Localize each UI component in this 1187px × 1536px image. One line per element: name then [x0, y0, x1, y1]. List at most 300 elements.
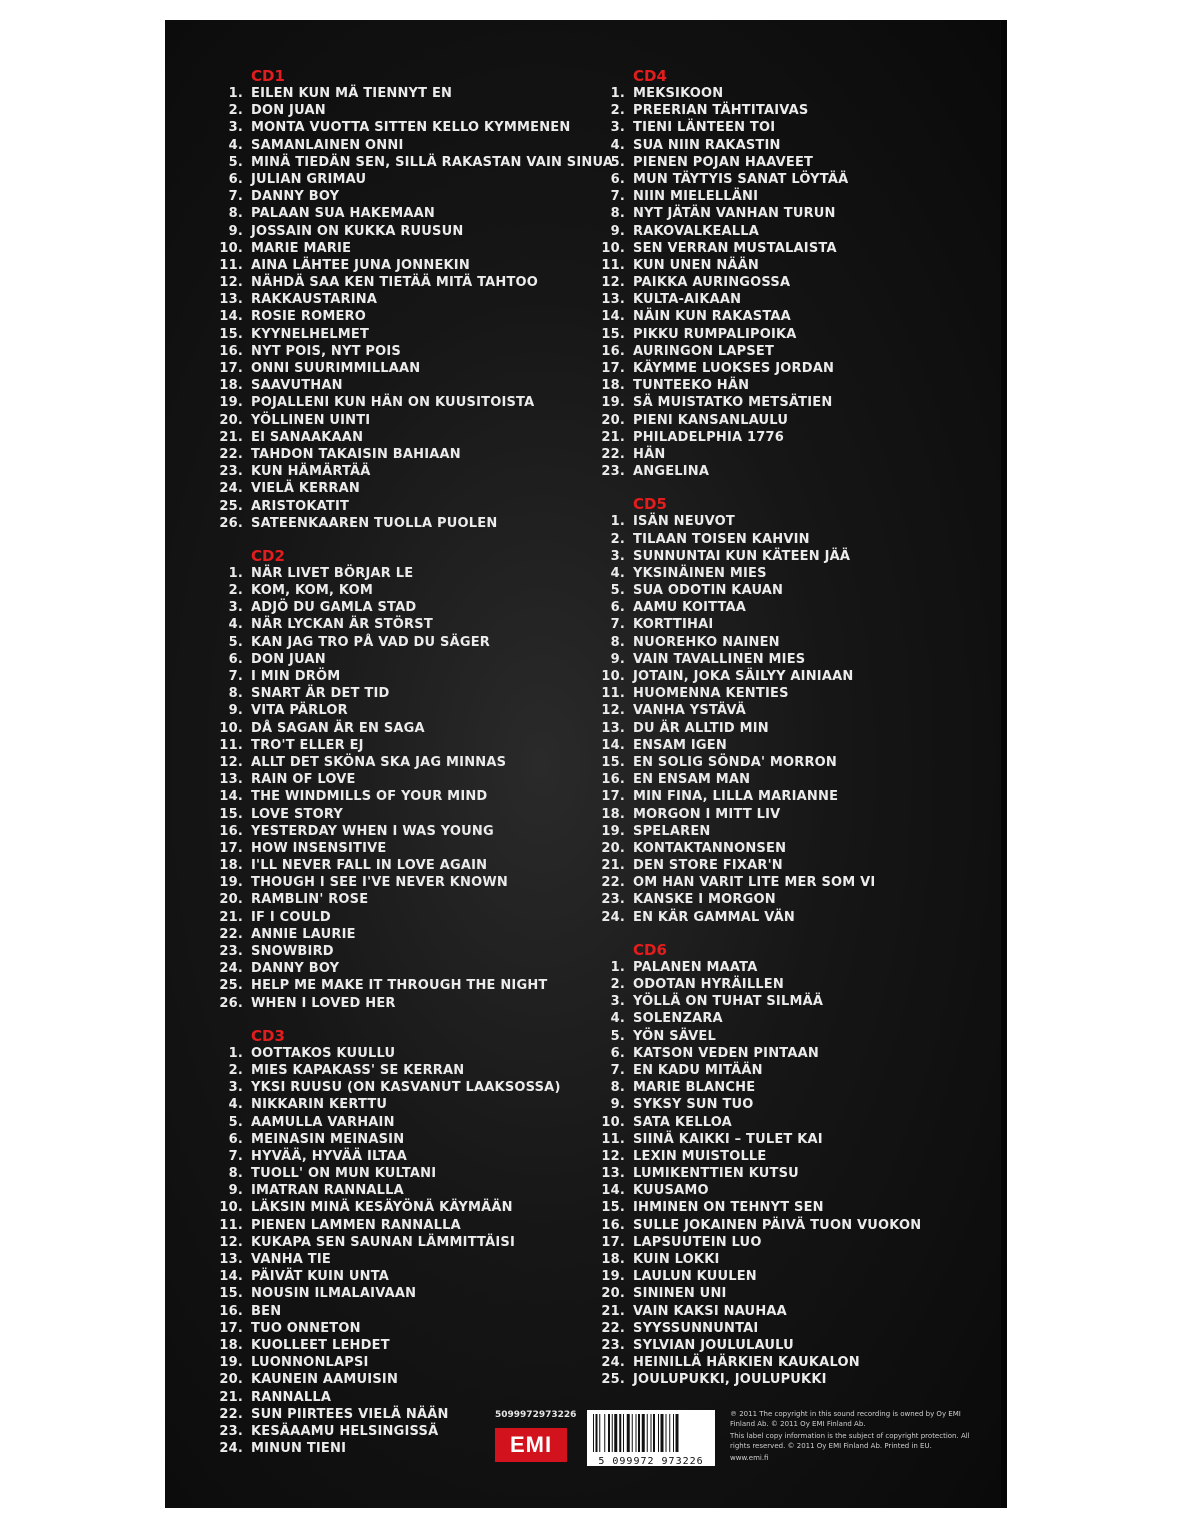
track-title: TAHDON TAKAISIN BAHIAAN	[251, 446, 461, 462]
track-number: 12.	[601, 703, 625, 719]
track-item	[597, 1079, 997, 1096]
track-title: NIKKARIN KERTTU	[251, 1097, 388, 1113]
track-title: EN KÄR GAMMAL VÄN	[633, 909, 795, 925]
track-title: HYVÄÄ, HYVÄÄ ILTAA	[251, 1148, 407, 1164]
track-title: ALLT DET SKÖNA SKA JAG MINNAS	[251, 754, 507, 770]
track-title: YESTERDAY WHEN I WAS YOUNG	[251, 823, 494, 839]
track-title: VITA PÄRLOR	[251, 703, 348, 719]
track-item	[215, 102, 595, 119]
track-number: 5.	[610, 583, 625, 599]
track-item	[215, 702, 595, 719]
track-item	[597, 823, 997, 840]
track-item	[597, 223, 997, 240]
track-title: LAULUN KUULEN	[633, 1269, 757, 1285]
track-item	[597, 205, 997, 222]
track-number: 16.	[601, 772, 625, 788]
track-number: 5.	[610, 1028, 625, 1044]
track-title: DÅ SAGAN ÄR EN SAGA	[251, 720, 425, 736]
track-item	[215, 1079, 595, 1096]
legal-text	[730, 1410, 970, 1467]
track-number: 23.	[601, 892, 625, 908]
track-number: 23.	[601, 464, 625, 480]
track-number: 16.	[219, 1303, 243, 1319]
track-item	[215, 668, 595, 685]
disc-title: CD6	[633, 940, 667, 959]
track-number: 5.	[228, 634, 243, 650]
track-title: LÄKSIN MINÄ KESÄYÖNÄ KÄYMÄÄN	[251, 1200, 513, 1216]
track-item	[215, 651, 595, 668]
track-title: KULTA-AIKAAN	[633, 292, 742, 308]
track-title: SULLE JOKAINEN PÄIVÄ TUON VUOKON	[633, 1217, 922, 1233]
track-number: 18.	[219, 378, 243, 394]
disc-title: CD3	[251, 1026, 285, 1045]
track-item	[215, 634, 595, 651]
track-title: DANNY BOY	[251, 961, 340, 977]
track-item	[215, 412, 595, 429]
track-number: 8.	[228, 206, 243, 222]
track-number: 21.	[219, 909, 243, 925]
track-title: AAMULLA VARHAIN	[251, 1114, 395, 1130]
track-number: 14.	[601, 309, 625, 325]
track-item	[597, 1234, 997, 1251]
catalog-number: 5099972973226	[495, 1410, 577, 1420]
track-title: OM HAN VARIT LITE MER SOM VI	[633, 875, 876, 891]
track-title: ISÄN NEUVOT	[633, 514, 735, 530]
track-number: 15.	[219, 1286, 243, 1302]
track-number: 7.	[228, 189, 243, 205]
track-title: TUNTEEKO HÄN	[633, 378, 750, 394]
track-title: DEN STORE FIXAR'N	[633, 858, 783, 874]
track-number: 10.	[601, 240, 625, 256]
track-title: DU ÄR ALLTID MIN	[633, 720, 769, 736]
track-item	[215, 754, 595, 771]
track-title: RANNALLA	[251, 1389, 332, 1405]
track-number: 1.	[610, 86, 625, 101]
track-item	[597, 1285, 997, 1302]
track-item	[597, 909, 997, 926]
track-title: RAKOVALKEALLA	[633, 223, 760, 239]
track-item	[215, 360, 595, 377]
track-number: 12.	[219, 1234, 243, 1250]
track-title: TUOLL' ON MUN KULTANI	[251, 1166, 437, 1182]
track-title: NUOREHKO NAINEN	[633, 634, 780, 650]
track-item	[215, 308, 595, 325]
track-item	[597, 771, 997, 788]
track-item	[597, 959, 997, 976]
track-title: YÖLLÄ ON TUHAT SILMÄÄ	[633, 994, 824, 1010]
track-item	[597, 754, 997, 771]
track-number: 15.	[601, 754, 625, 770]
track-number: 13.	[219, 772, 243, 788]
barcode-bars	[593, 1414, 709, 1452]
track-item	[597, 119, 997, 136]
track-item	[215, 240, 595, 257]
track-title: SUNNUNTAI KUN KÄTEEN JÄÄ	[633, 548, 851, 564]
track-item	[215, 806, 595, 823]
track-item	[215, 720, 595, 737]
track-item	[597, 548, 997, 565]
track-number: 3.	[228, 120, 243, 136]
track-item	[215, 1320, 595, 1337]
track-item	[597, 1354, 997, 1371]
track-number: 21.	[601, 858, 625, 874]
track-number: 10.	[601, 669, 625, 684]
track-number: 9.	[228, 1183, 243, 1199]
track-item	[597, 274, 997, 291]
track-item	[597, 1165, 997, 1182]
track-title: SPELAREN	[633, 823, 711, 839]
track-list	[215, 565, 595, 1012]
track-number: 14.	[219, 309, 243, 325]
track-item	[597, 188, 997, 205]
track-title: ANGELINA	[633, 464, 710, 480]
track-item	[597, 513, 997, 530]
track-title: HÄN	[633, 446, 666, 462]
track-item	[215, 771, 595, 788]
track-item	[215, 274, 595, 291]
track-item	[597, 651, 997, 668]
track-title: NÄR LYCKAN ÄR STÖRST	[251, 617, 433, 633]
track-title: MORGON I MITT LIV	[633, 806, 781, 822]
track-number: 25.	[219, 978, 243, 994]
track-title: KUKAPA SEN SAUNAN LÄMMITTÄISI	[251, 1234, 516, 1250]
track-number: 20.	[219, 412, 243, 428]
track-title: KONTAKTANNONSEN	[633, 840, 787, 856]
track-item	[215, 1045, 595, 1062]
track-item	[597, 1010, 997, 1027]
track-item	[215, 1268, 595, 1285]
track-number: 7.	[610, 1062, 625, 1078]
track-title: YÖN SÄVEL	[633, 1028, 716, 1044]
track-item	[215, 874, 595, 891]
track-title: KUOLLEET LEHDET	[251, 1337, 390, 1353]
track-number: 10.	[219, 720, 243, 736]
right-column	[597, 68, 997, 1389]
track-item	[597, 891, 997, 908]
track-item	[597, 702, 997, 719]
track-title: VAIN KAKSI NAUHAA	[633, 1303, 787, 1319]
track-title: SAAVUTHAN	[251, 378, 343, 394]
track-title: MARIE BLANCHE	[633, 1080, 756, 1096]
track-title: BEN	[251, 1303, 282, 1319]
disc-3	[215, 1028, 595, 1458]
track-title: PALANEN MAATA	[633, 959, 758, 975]
track-number: 1.	[228, 1045, 243, 1061]
track-title: SYKSY SUN TUO	[633, 1097, 754, 1113]
track-title: ADJÖ DU GAMLA STAD	[251, 600, 417, 616]
track-title: EI SANAAKAAN	[251, 429, 364, 445]
track-item	[215, 463, 595, 480]
track-item	[597, 394, 997, 411]
track-number: 9.	[228, 703, 243, 719]
track-item	[215, 1131, 595, 1148]
left-column	[215, 67, 614, 1457]
track-title: SUA ODOTIN KAUAN	[633, 583, 784, 599]
track-item	[215, 1371, 595, 1388]
track-item	[215, 943, 595, 960]
track-number: 3.	[610, 994, 625, 1010]
track-item	[215, 291, 595, 308]
track-number: 4.	[228, 617, 243, 633]
track-title: KYYNELHELMET	[251, 326, 370, 342]
track-title: AINA LÄHTEE JUNA JONNEKIN	[251, 257, 470, 273]
track-number: 12.	[601, 275, 625, 291]
track-number: 11.	[219, 737, 243, 753]
track-title: PÄIVÄT KUIN UNTA	[251, 1269, 390, 1285]
track-number: 18.	[219, 858, 243, 874]
track-title: JULIAN GRIMAU	[251, 171, 367, 187]
track-number: 24.	[601, 909, 625, 925]
track-title: IMATRAN RANNALLA	[251, 1183, 404, 1199]
track-item	[597, 154, 997, 171]
track-title: EN ENSAM MAN	[633, 772, 751, 788]
track-number: 20.	[219, 892, 243, 908]
track-title: KORTTIHAI	[633, 617, 714, 633]
track-number: 2.	[610, 531, 625, 547]
track-item	[215, 1354, 595, 1371]
track-title: SUA NIIN RAKASTIN	[633, 137, 781, 153]
barcode	[587, 1410, 715, 1466]
track-title: HUOMENNA KENTIES	[633, 686, 789, 702]
track-title: LEXIN MUISTOLLE	[633, 1148, 767, 1164]
track-item	[215, 1234, 595, 1251]
track-title: SNART ÄR DET TID	[251, 686, 390, 702]
track-item	[215, 685, 595, 702]
track-list	[215, 1045, 595, 1458]
track-title: EILEN KUN MÄ TIENNYT EN	[251, 86, 453, 101]
track-item	[215, 1303, 595, 1320]
track-number: 24.	[219, 1441, 243, 1457]
track-number: 6.	[610, 1045, 625, 1061]
track-number: 14.	[219, 1269, 243, 1285]
track-item	[215, 137, 595, 154]
track-title: LUMIKENTTIEN KUTSU	[633, 1166, 799, 1182]
track-item	[215, 840, 595, 857]
track-title: TRO'T ELLER EJ	[251, 737, 364, 753]
track-item	[597, 1199, 997, 1216]
track-number: 4.	[228, 1097, 243, 1113]
track-number: 15.	[219, 326, 243, 342]
track-number: 22.	[601, 1320, 625, 1336]
track-item	[597, 429, 997, 446]
track-number: 2.	[228, 1062, 243, 1078]
track-title: ARISTOKATIT	[251, 498, 350, 514]
track-number: 4.	[610, 565, 625, 581]
track-item	[215, 377, 595, 394]
track-number: 11.	[219, 1217, 243, 1233]
footer	[495, 1410, 995, 1470]
track-item	[597, 737, 997, 754]
track-item	[597, 1217, 997, 1234]
track-item	[597, 326, 997, 343]
track-item	[597, 840, 997, 857]
track-item	[597, 85, 997, 102]
track-item	[597, 1337, 997, 1354]
track-item	[597, 874, 997, 891]
track-number: 8.	[228, 1166, 243, 1182]
track-item	[215, 891, 595, 908]
track-title: NYT POIS, NYT POIS	[251, 343, 401, 359]
track-title: LAPSUUTEIN LUO	[633, 1234, 762, 1250]
disc-title: CD5	[633, 495, 667, 514]
track-title: PIENI KANSANLAULU	[633, 412, 789, 428]
track-title: SUN PIIRTEES VIELÄ NÄÄN	[251, 1406, 449, 1422]
track-item	[597, 1062, 997, 1079]
website-link[interactable]: www.emi.fi	[730, 1454, 769, 1462]
track-item	[215, 223, 595, 240]
track-item	[215, 616, 595, 633]
track-item	[215, 1165, 595, 1182]
track-item	[597, 788, 997, 805]
track-item	[215, 85, 595, 102]
track-item	[215, 1217, 595, 1234]
track-number: 5.	[228, 154, 243, 170]
track-number: 10.	[601, 1114, 625, 1130]
track-item	[597, 1182, 997, 1199]
track-number: 16.	[601, 1217, 625, 1233]
track-number: 20.	[601, 840, 625, 856]
track-title: SAMANLAINEN ONNI	[251, 137, 404, 153]
track-number: 19.	[219, 395, 243, 411]
track-item	[215, 737, 595, 754]
track-item	[215, 857, 595, 874]
track-item	[597, 857, 997, 874]
track-number: 17.	[219, 1320, 243, 1336]
track-number: 2.	[228, 103, 243, 119]
disc-title: CD2	[251, 546, 285, 565]
track-item	[215, 1389, 595, 1406]
track-list	[215, 85, 614, 532]
track-number: 14.	[601, 737, 625, 753]
track-title: DON JUAN	[251, 103, 326, 119]
track-number: 20.	[601, 412, 625, 428]
track-number: 14.	[219, 789, 243, 805]
track-item	[597, 291, 997, 308]
track-title: KESÄAAMU HELSINGISSÄ	[251, 1423, 439, 1439]
track-number: 17.	[219, 361, 243, 376]
track-number: 7.	[610, 189, 625, 205]
track-number: 21.	[601, 429, 625, 445]
track-item	[215, 1199, 595, 1216]
track-number: 8.	[228, 686, 243, 702]
track-number: 22.	[601, 446, 625, 462]
track-number: 9.	[610, 223, 625, 239]
track-number: 17.	[601, 361, 625, 376]
track-item	[215, 823, 595, 840]
barcode-number: 5 099972 973226	[598, 1456, 704, 1467]
track-item	[215, 1096, 595, 1113]
track-number: 11.	[219, 257, 243, 273]
track-item	[597, 1096, 997, 1113]
track-title: SIINÄ KAIKKI – TULET KAI	[633, 1131, 823, 1147]
track-title: OOTTAKOS KUULLU	[251, 1045, 396, 1061]
track-item	[597, 1303, 997, 1320]
track-title: IF I COULD	[251, 909, 331, 925]
track-item	[597, 308, 997, 325]
track-item	[597, 616, 997, 633]
track-number: 19.	[601, 1269, 625, 1285]
track-title: MARIE MARIE	[251, 240, 352, 256]
track-number: 19.	[601, 395, 625, 411]
track-title: TILAAN TOISEN KAHVIN	[633, 531, 810, 547]
track-item	[597, 446, 997, 463]
track-number: 19.	[219, 875, 243, 891]
track-item	[215, 257, 595, 274]
track-title: RAIN OF LOVE	[251, 772, 356, 788]
track-title: WHEN I LOVED HER	[251, 995, 396, 1011]
disc-title: CD4	[633, 67, 667, 85]
track-title: KUN UNEN NÄÄN	[633, 257, 760, 273]
track-list	[597, 513, 997, 926]
track-number: 13.	[601, 1166, 625, 1182]
track-number: 24.	[219, 481, 243, 497]
track-title: VANHA TIE	[251, 1252, 331, 1267]
track-number: 23.	[219, 944, 243, 959]
track-title: SNOWBIRD	[251, 944, 334, 959]
track-number: 16.	[219, 343, 243, 359]
track-item	[597, 412, 997, 429]
track-number: 14.	[601, 1183, 625, 1199]
track-item	[215, 154, 614, 171]
track-title: KATSON VEDEN PINTAAN	[633, 1045, 819, 1061]
track-number: 1.	[610, 959, 625, 975]
track-title: PHILADELPHIA 1776	[633, 429, 784, 445]
track-number: 17.	[601, 789, 625, 805]
track-title: PIKKU RUMPALIPOIKA	[633, 326, 797, 342]
track-item	[215, 119, 595, 136]
track-title: MUN TÄYTYIS SANAT LÖYTÄÄ	[633, 171, 849, 187]
track-title: HEINILLÄ HÄRKIEN KAUKALON	[633, 1355, 860, 1371]
track-item	[597, 720, 997, 737]
track-title: LOVE STORY	[251, 806, 343, 822]
track-title: AAMU KOITTAA	[633, 600, 747, 616]
track-item	[215, 326, 595, 343]
track-title: KAUNEIN AAMUISIN	[251, 1372, 399, 1388]
track-item	[215, 343, 595, 360]
track-item	[215, 429, 595, 446]
track-title: PREERIAN TÄHTITAIVAS	[633, 103, 809, 119]
track-title: MINUN TIENI	[251, 1441, 347, 1457]
track-title: KANSKE I MORGON	[633, 892, 776, 908]
track-item	[215, 1148, 595, 1165]
track-title: NÄR LIVET BÖRJAR LE	[251, 565, 414, 581]
track-title: YÖLLINEN UINTI	[251, 412, 371, 428]
track-number: 16.	[601, 343, 625, 359]
track-title: RAKKAUSTARINA	[251, 292, 378, 308]
track-number: 1.	[228, 565, 243, 581]
track-number: 21.	[219, 1389, 243, 1405]
track-number: 6.	[228, 1131, 243, 1147]
track-title: NIIN MIELELLÄNI	[633, 189, 759, 205]
track-number: 26.	[219, 995, 243, 1011]
track-item	[597, 1045, 997, 1062]
track-title: NYT JÄTÄN VANHAN TURUN	[633, 206, 836, 222]
track-number: 24.	[601, 1355, 625, 1371]
track-number: 4.	[610, 1011, 625, 1027]
track-number: 4.	[228, 137, 243, 153]
track-number: 7.	[228, 669, 243, 684]
track-item	[597, 1268, 997, 1285]
track-item	[215, 205, 595, 222]
track-item	[215, 1062, 595, 1079]
track-number: 1.	[610, 514, 625, 530]
track-item	[215, 582, 595, 599]
track-title: MIN FINA, LILLA MARIANNE	[633, 789, 839, 805]
track-number: 15.	[219, 806, 243, 822]
track-item	[597, 240, 997, 257]
track-item	[215, 1285, 595, 1302]
disc-2	[215, 548, 595, 1012]
